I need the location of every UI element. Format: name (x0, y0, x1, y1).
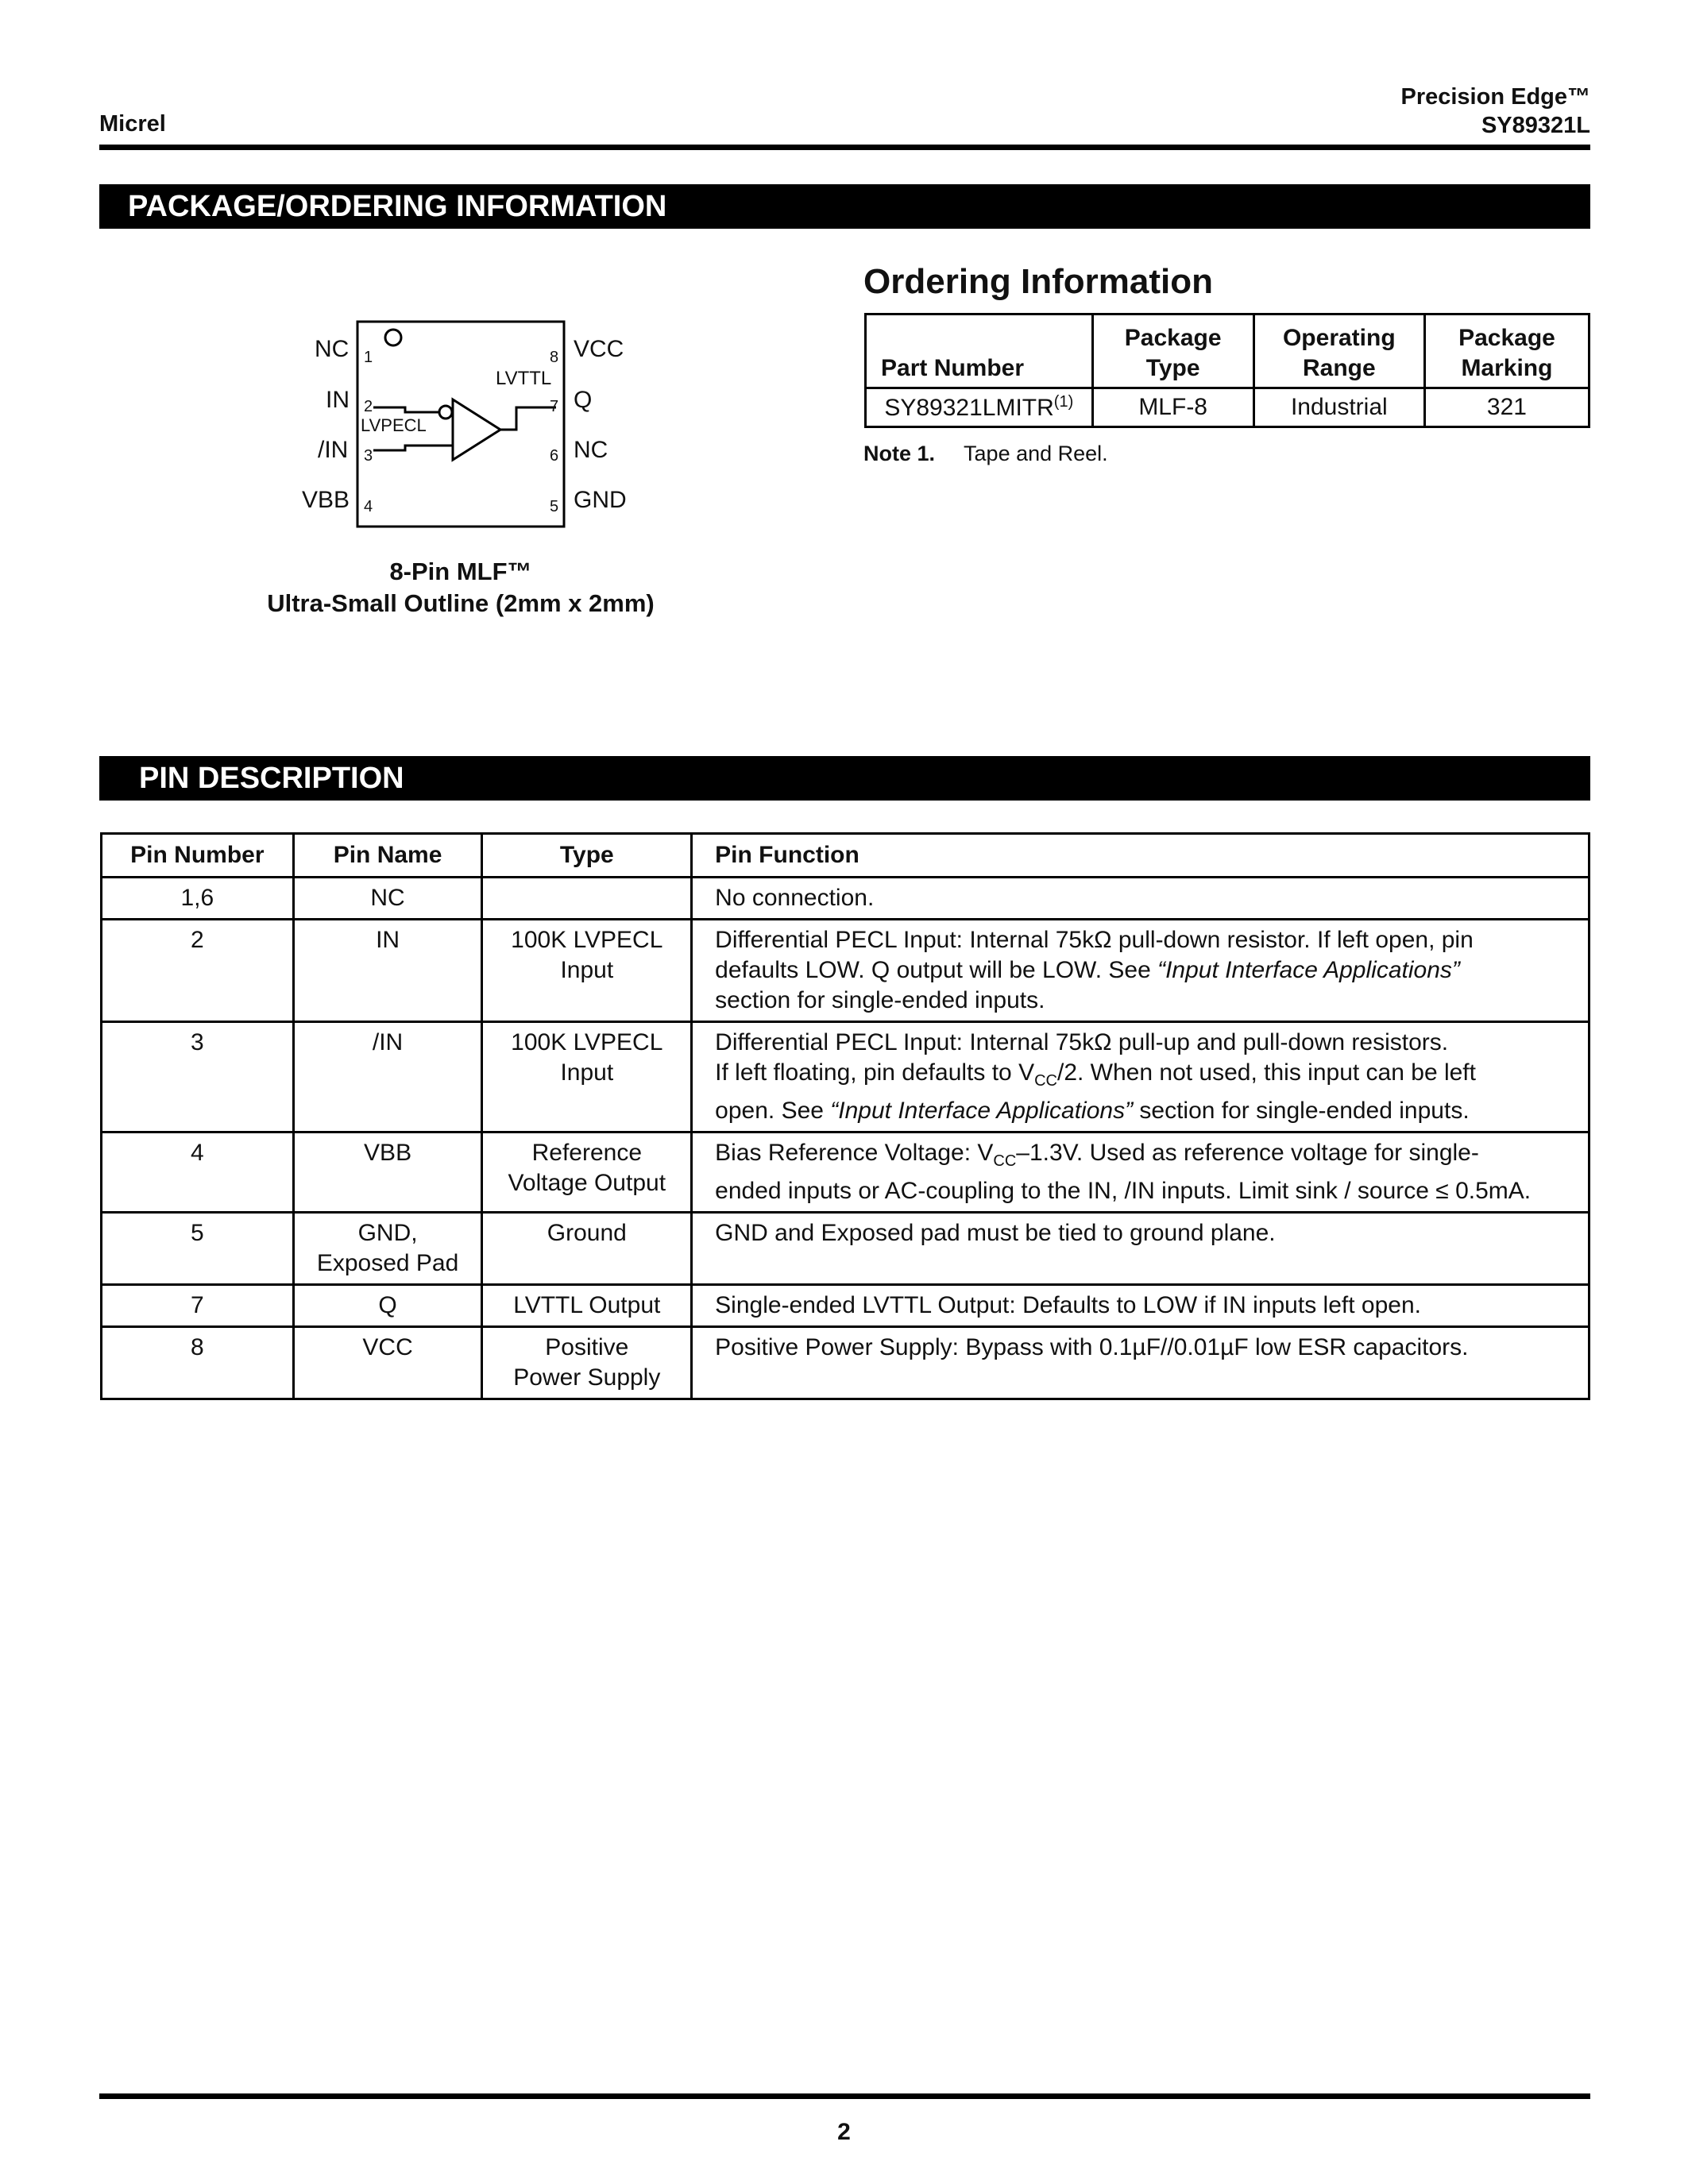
lvttl-label: LVTTL (496, 368, 552, 389)
pin-function-line2-end: /2. When not used, this input can be left (1056, 1059, 1476, 1086)
pin-header-name: Pin Name (293, 834, 482, 878)
pin-function-line3-start: open. See (715, 1098, 831, 1124)
ordering-header-package-marking-line2: Marking (1461, 355, 1553, 381)
pin-type-cell (482, 1133, 692, 1213)
pin-number-3: 3 (364, 447, 373, 465)
pin-function-line1-start: Bias Reference Voltage: V (715, 1140, 994, 1166)
ordering-package-type: MLF-8 (1092, 388, 1253, 427)
pin-number-5: 5 (550, 498, 559, 515)
pin-name-line1: GND, (357, 1220, 418, 1246)
pin-name-cell (293, 1213, 482, 1285)
pin-label-vcc: VCC (574, 336, 624, 362)
package-caption (238, 556, 683, 619)
pin-type-line1: Positive (545, 1334, 629, 1360)
pin-number-4: 4 (364, 498, 373, 515)
pin-function-reference: “Input Interface Applications” (1157, 957, 1460, 983)
ordering-header-package-type-line2: Type (1145, 355, 1200, 381)
table-row (102, 1213, 1590, 1285)
section-package-ordering: PACKAGE/ORDERING INFORMATION (99, 184, 1590, 229)
pin-name-cell: VBB (293, 1133, 482, 1213)
table-row (102, 920, 1590, 1022)
ordering-header-package-type (1092, 314, 1253, 388)
ordering-header-package-type-line1: Package (1124, 325, 1222, 351)
ordering-part-number-text: SY89321LMITR (884, 395, 1054, 421)
header-product (1400, 83, 1590, 140)
pin-function-line3: section for single-ended inputs. (715, 987, 1045, 1013)
pin-number-cell: 8 (102, 1327, 294, 1399)
pin-function-line1: Differential PECL Input: Internal 75kΩ pull-down resistor. If left open, pin (715, 927, 1474, 953)
pin-function-line2 (715, 1058, 1578, 1096)
pin-function-cell (692, 920, 1590, 1022)
pin-number-7: 7 (550, 398, 559, 415)
in-wire (373, 407, 439, 412)
pin-function-line1-end: –1.3V. Used as reference voltage for single- (1016, 1140, 1479, 1166)
lvpecl-label: LVPECL (361, 415, 427, 435)
pin-label-gnd: GND (574, 487, 627, 513)
pin-function-line2-start: If left floating, pin defaults to V (715, 1059, 1035, 1086)
pin-name-cell: NC (293, 878, 482, 920)
pin-type-line2: Input (560, 1059, 614, 1086)
pin-function-line1: Differential PECL Input: Internal 75kΩ pull-up and pull-down resistors. (715, 1029, 1449, 1055)
ordering-header-row (866, 314, 1590, 388)
pin-number-1: 1 (364, 349, 373, 366)
buffer-symbol (453, 399, 500, 460)
ordering-header-operating-range-line2: Range (1302, 355, 1376, 381)
table-row (102, 1133, 1590, 1213)
pin-function-line3 (715, 1096, 1578, 1126)
pin-type-line1: Reference (531, 1140, 643, 1166)
pin-header-function: Pin Function (692, 834, 1590, 878)
ordering-note-label: Note 1. (863, 442, 936, 465)
pin-number-cell: 4 (102, 1133, 294, 1213)
footer-rule (99, 2093, 1590, 2099)
header-product-line: Precision Edge™ (1400, 84, 1590, 110)
pin-function-line3-end: section for single-ended inputs. (1133, 1098, 1470, 1124)
pin1-marker (385, 330, 401, 345)
pin-label-nc: NC (315, 336, 350, 362)
pin-function-reference: “Input Interface Applications” (830, 1098, 1134, 1124)
pin-type-line1: 100K LVPECL (511, 927, 663, 953)
pin-name-line2: Exposed Pad (316, 1250, 459, 1276)
pin-number-cell: 2 (102, 920, 294, 1022)
pin-name-cell: IN (293, 920, 482, 1022)
pin-number-cell: 5 (102, 1213, 294, 1285)
pin-type-cell (482, 878, 692, 920)
pin-function-line1 (715, 1138, 1578, 1176)
pin-label-inb: /IN (318, 437, 349, 463)
ordering-note-ref: (1) (1053, 393, 1074, 411)
pin-name-cell: VCC (293, 1327, 482, 1399)
pin-number-6: 6 (550, 447, 559, 465)
pin-function-line2-text: defaults LOW. Q output will be LOW. See (715, 957, 1158, 983)
ordering-heading: Ordering Information (863, 262, 1213, 301)
pin-label-in: IN (326, 387, 350, 413)
ordering-note (863, 442, 1108, 466)
pin-function-line2: ended inputs or AC-coupling to the IN, /IN inputs. Limit sink / source ≤ 0.5mA. (715, 1178, 1532, 1204)
page-number: 2 (837, 2119, 851, 2145)
pin-type-line2: Input (560, 957, 614, 983)
ordering-header-operating-range-line1: Operating (1282, 325, 1396, 351)
section-pin-description: PIN DESCRIPTION (99, 756, 1590, 801)
pin-label-nc-6: NC (574, 437, 608, 463)
pin-table-header-row (102, 834, 1590, 878)
ordering-header-part-number: Part Number (866, 314, 1093, 388)
table-row (102, 878, 1590, 920)
pin-function-subscript: CC (993, 1152, 1017, 1170)
q-wire (500, 407, 556, 430)
pin-number-2: 2 (364, 398, 373, 415)
table-row (102, 1022, 1590, 1133)
pin-number-cell: 1,6 (102, 878, 294, 920)
ordering-header-package-marking-line1: Package (1458, 325, 1555, 351)
pin-description-table (100, 832, 1590, 1400)
pin-function-line2 (715, 955, 1578, 986)
pin-number-cell: 7 (102, 1285, 294, 1327)
pin-type-line2: Voltage Output (508, 1170, 666, 1196)
pin-header-number: Pin Number (102, 834, 294, 878)
pin-label-vbb: VBB (302, 487, 350, 513)
table-row (102, 1285, 1590, 1327)
inb-wire (373, 446, 453, 450)
ordering-operating-range: Industrial (1253, 388, 1424, 427)
pin-type-cell: LVTTL Output (482, 1285, 692, 1327)
ordering-row (866, 388, 1590, 427)
header-part-number: SY89321L (1481, 113, 1590, 138)
table-row (102, 1327, 1590, 1399)
pin-type-cell (482, 1327, 692, 1399)
pin-function-cell: Positive Power Supply: Bypass with 0.1µF//0.01µF low ESR capacitors. (692, 1327, 1590, 1399)
pin-name-cell: Q (293, 1285, 482, 1327)
pin-type-cell (482, 920, 692, 1022)
ordering-header-operating-range (1253, 314, 1424, 388)
header-rule (99, 145, 1590, 150)
pin-function-cell (692, 1133, 1590, 1213)
ordering-table (864, 313, 1590, 428)
pin-type-cell: Ground (482, 1213, 692, 1285)
ordering-package-marking: 321 (1424, 388, 1589, 427)
pin-number-8: 8 (550, 349, 559, 366)
inverting-bubble (439, 406, 452, 419)
pin-type-line1: 100K LVPECL (511, 1029, 663, 1055)
package-caption-line2: Ultra-Small Outline (2mm x 2mm) (267, 589, 655, 617)
package-caption-line1: 8-Pin MLF™ (389, 558, 532, 585)
pin-type-line2: Power Supply (513, 1364, 661, 1391)
pin-function-cell: GND and Exposed pad must be tied to ground plane. (692, 1213, 1590, 1285)
pin-number-cell: 3 (102, 1022, 294, 1133)
pin-function-subscript: CC (1034, 1072, 1057, 1090)
ordering-part-number (866, 388, 1093, 427)
pin-header-type: Type (482, 834, 692, 878)
pin-type-cell (482, 1022, 692, 1133)
pin-function-cell (692, 1022, 1590, 1133)
pin-function-cell: Single-ended LVTTL Output: Defaults to LOW if IN inputs left open. (692, 1285, 1590, 1327)
pin-name-cell: /IN (293, 1022, 482, 1133)
ordering-note-text: Tape and Reel. (964, 442, 1108, 465)
pinout-diagram (294, 314, 675, 552)
pin-label-q: Q (574, 387, 593, 413)
header-company: Micrel (99, 111, 166, 137)
ordering-header-package-marking (1424, 314, 1589, 388)
pin-function-cell: No connection. (692, 878, 1590, 920)
